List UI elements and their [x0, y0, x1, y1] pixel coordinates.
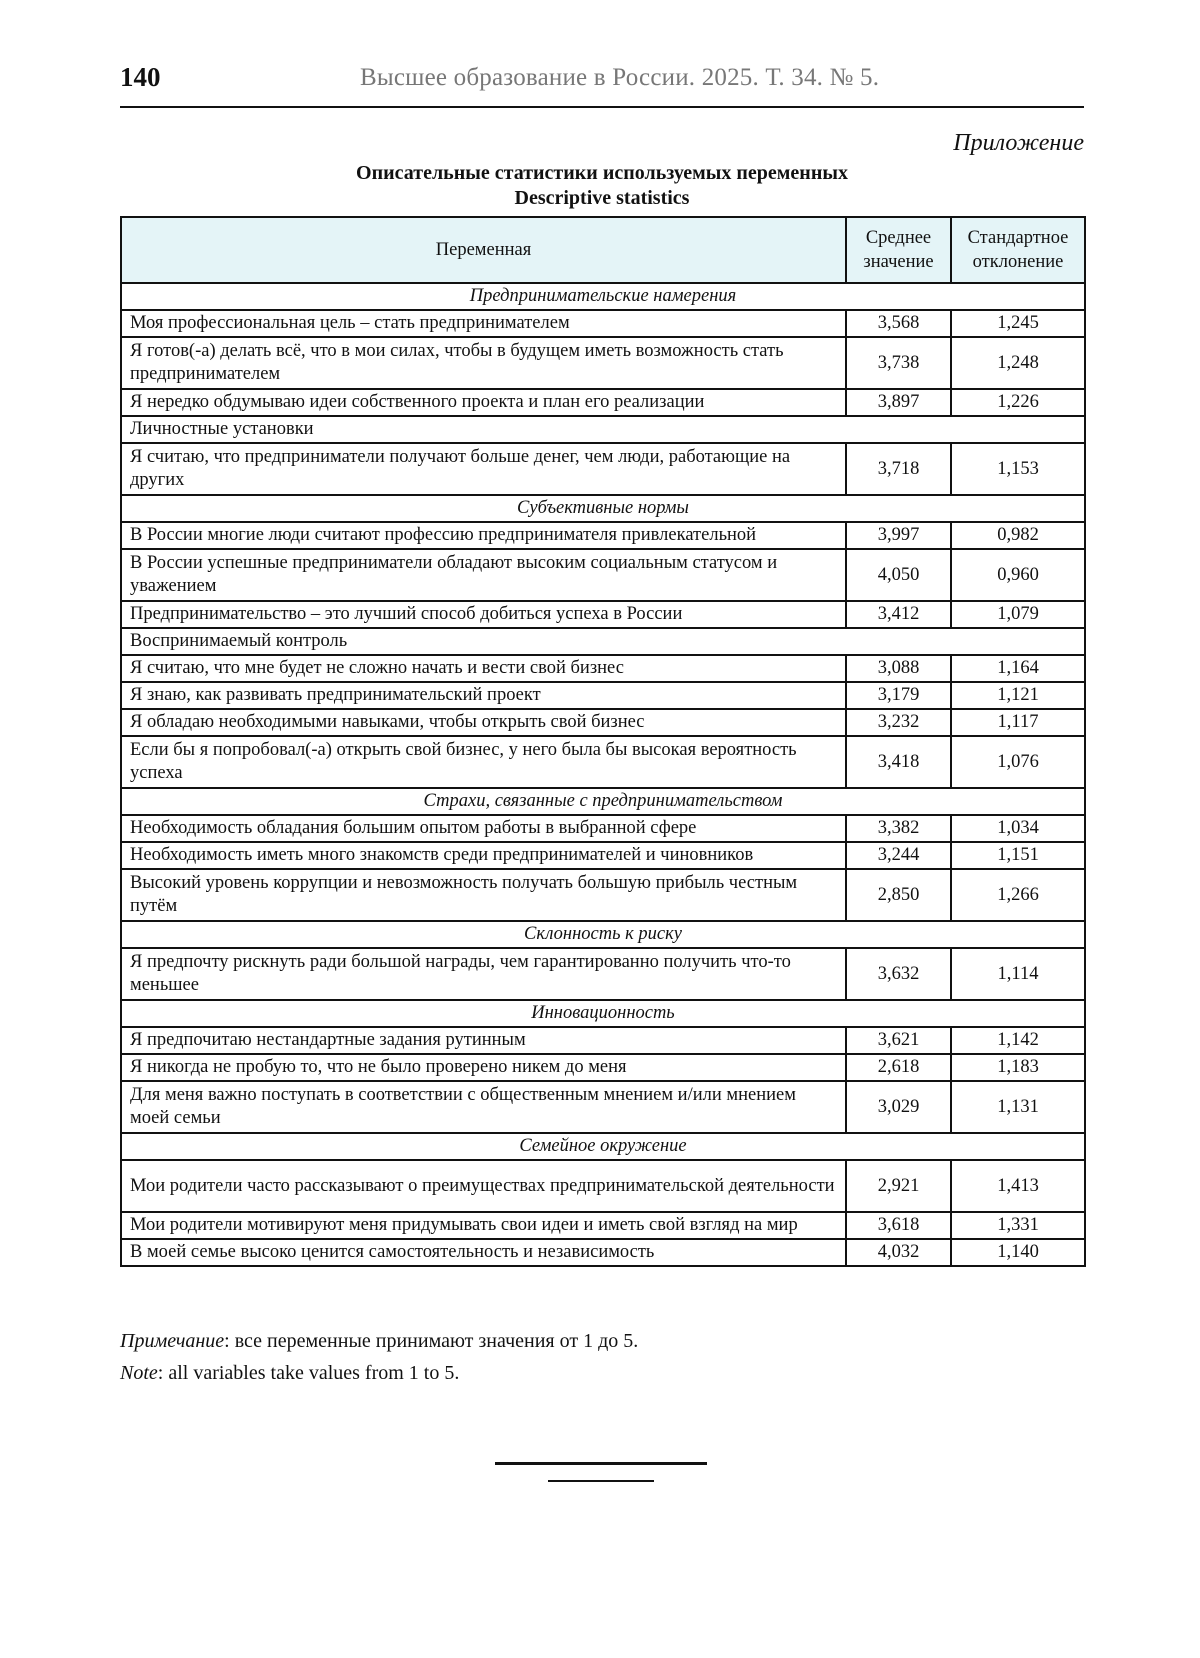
section-title: Субъективные нормы [121, 495, 1085, 522]
mean-cell: 3,618 [846, 1212, 951, 1239]
table-row [121, 549, 1085, 601]
section-row [121, 788, 1085, 815]
variable-cell: Мои родители мотивируют меня придумывать свои идеи и иметь свой взгляд на мир [121, 1212, 846, 1239]
column-header-variable: Переменная [121, 217, 846, 283]
section-title: Страхи, связанные с предпринимательством [121, 788, 1085, 815]
table-row [121, 682, 1085, 709]
variable-cell: Предпринимательство – это лучший способ добиться успеха в России [121, 601, 846, 628]
section-row [121, 416, 1085, 443]
section-title: Личностные установки [121, 416, 1085, 443]
section-title: Предпринимательские намерения [121, 283, 1085, 310]
mean-cell: 2,850 [846, 869, 951, 921]
variable-cell: Я предпочитаю нестандартные задания рутинным [121, 1027, 846, 1054]
column-header-mean-line-2: значение [863, 252, 934, 272]
page-number: 140 [120, 62, 161, 92]
variable-cell: Я считаю, что предприниматели получают больше денег, чем люди, работающие на других [121, 443, 846, 495]
sd-cell: 1,117 [951, 709, 1085, 736]
mean-cell: 3,621 [846, 1027, 951, 1054]
note-en [120, 1362, 459, 1385]
mean-cell: 3,088 [846, 655, 951, 682]
section-row [121, 283, 1085, 310]
sd-cell: 1,164 [951, 655, 1085, 682]
sd-cell: 1,248 [951, 337, 1085, 389]
mean-cell: 3,232 [846, 709, 951, 736]
column-header-sd-line-2: отклонение [972, 252, 1064, 272]
column-header-sd [951, 217, 1085, 283]
table-header-row [121, 217, 1085, 283]
mean-cell: 3,997 [846, 522, 951, 549]
table-row [121, 1081, 1085, 1133]
table-row [121, 1212, 1085, 1239]
variable-cell: Я никогда не пробую то, что не было проверено никем до меня [121, 1054, 846, 1081]
variable-cell: Моя профессиональная цель – стать предпринимателем [121, 310, 846, 337]
sd-cell: 1,331 [951, 1212, 1085, 1239]
note-ru [120, 1330, 638, 1353]
section-title: Инновационность [121, 1000, 1085, 1027]
note-en-label: Note [120, 1362, 158, 1384]
section-row [121, 495, 1085, 522]
variable-cell: Для меня важно поступать в соответствии с общественным мнением и/или мнением моей семьи [121, 1081, 846, 1133]
variable-cell: Я обладаю необходимыми навыками, чтобы открыть свой бизнес [121, 709, 846, 736]
table-caption-ru: Описательные статистики используемых переменных [356, 162, 848, 184]
section-title: Воспринимаемый контроль [121, 628, 1085, 655]
mean-cell: 3,632 [846, 948, 951, 1000]
variable-cell: Мои родители часто рассказывают о преимуществах предпринимательской деятельности [121, 1160, 846, 1212]
variable-cell: Я предпочту рискнуть ради большой награды, чем гарантированно получить что-то меньшее [121, 948, 846, 1000]
section-row [121, 628, 1085, 655]
variable-cell: Я знаю, как развивать предпринимательский проект [121, 682, 846, 709]
sd-cell: 0,960 [951, 549, 1085, 601]
mean-cell: 2,618 [846, 1054, 951, 1081]
sd-cell: 1,153 [951, 443, 1085, 495]
table-row [121, 310, 1085, 337]
table-row [121, 815, 1085, 842]
mean-cell: 3,382 [846, 815, 951, 842]
sd-cell: 1,183 [951, 1054, 1085, 1081]
table-row [121, 842, 1085, 869]
mean-cell: 3,418 [846, 736, 951, 788]
mean-cell: 3,897 [846, 389, 951, 416]
table-row [121, 655, 1085, 682]
column-header-mean [846, 217, 951, 283]
variable-cell: Необходимость обладания большим опытом работы в выбранной сфере [121, 815, 846, 842]
mean-cell: 4,032 [846, 1239, 951, 1266]
sd-cell: 1,076 [951, 736, 1085, 788]
section-row [121, 1133, 1085, 1160]
table-row [121, 601, 1085, 628]
sd-cell: 0,982 [951, 522, 1085, 549]
table-row [121, 1054, 1085, 1081]
table-row [121, 948, 1085, 1000]
page-header [120, 62, 1084, 108]
variable-cell: Я готов(-а) делать всё, что в мои силах, чтобы в будущем иметь возможность стать предпринимателем [121, 337, 846, 389]
sd-cell: 1,034 [951, 815, 1085, 842]
sd-cell: 1,114 [951, 948, 1085, 1000]
sd-cell: 1,245 [951, 310, 1085, 337]
mean-cell: 4,050 [846, 549, 951, 601]
section-title: Семейное окружение [121, 1133, 1085, 1160]
variable-cell: В России многие люди считают профессию предпринимателя привлекательной [121, 522, 846, 549]
end-rule-short [548, 1480, 654, 1482]
variable-cell: В России успешные предприниматели обладают высоким социальным статусом и уважением [121, 549, 846, 601]
mean-cell: 3,718 [846, 443, 951, 495]
variable-cell: Необходимость иметь много знакомств среди предпринимателей и чиновников [121, 842, 846, 869]
running-head: Высшее образование в России. 2025. Т. 34. № 5. [360, 64, 880, 91]
variable-cell: Высокий уровень коррупции и невозможность получать большую прибыль честным путём [121, 869, 846, 921]
sd-cell: 1,131 [951, 1081, 1085, 1133]
sd-cell: 1,266 [951, 869, 1085, 921]
mean-cell: 3,244 [846, 842, 951, 869]
mean-cell: 3,738 [846, 337, 951, 389]
note-ru-text: : все переменные принимают значения от 1 до 5. [224, 1330, 639, 1352]
sd-cell: 1,121 [951, 682, 1085, 709]
variable-cell: Я нередко обдумываю идеи собственного проекта и план его реализации [121, 389, 846, 416]
appendix-label: Приложение [953, 130, 1084, 156]
table-body [121, 283, 1085, 1266]
table-row [121, 1160, 1085, 1212]
mean-cell: 3,029 [846, 1081, 951, 1133]
table-row [121, 522, 1085, 549]
sd-cell: 1,140 [951, 1239, 1085, 1266]
note-ru-label: Примечание [120, 1330, 225, 1352]
table-caption-en: Descriptive statistics [514, 187, 690, 209]
table-row [121, 709, 1085, 736]
variable-cell: Если бы я попробовал(-а) открыть свой бизнес, у него была бы высокая вероятность успеха [121, 736, 846, 788]
sd-cell: 1,413 [951, 1160, 1085, 1212]
table-row [121, 337, 1085, 389]
variable-cell: В моей семье высоко ценится самостоятельность и независимость [121, 1239, 846, 1266]
table-row [121, 1027, 1085, 1054]
end-rule-long [495, 1462, 707, 1465]
note-en-text: : all variables take values from 1 to 5. [157, 1362, 460, 1384]
section-row [121, 1000, 1085, 1027]
table-row [121, 389, 1085, 416]
column-header-sd-line-1: Стандартное [967, 228, 1069, 248]
sd-cell: 1,151 [951, 842, 1085, 869]
sd-cell: 1,226 [951, 389, 1085, 416]
section-row [121, 921, 1085, 948]
mean-cell: 2,921 [846, 1160, 951, 1212]
table-row [121, 1239, 1085, 1266]
sd-cell: 1,079 [951, 601, 1085, 628]
mean-cell: 3,412 [846, 601, 951, 628]
table-row [121, 869, 1085, 921]
sd-cell: 1,142 [951, 1027, 1085, 1054]
descriptive-statistics-table [120, 216, 1086, 1267]
table-row [121, 736, 1085, 788]
column-header-mean-line-1: Среднее [865, 228, 932, 248]
section-title: Склонность к риску [121, 921, 1085, 948]
mean-cell: 3,179 [846, 682, 951, 709]
variable-cell: Я считаю, что мне будет не сложно начать и вести свой бизнес [121, 655, 846, 682]
mean-cell: 3,568 [846, 310, 951, 337]
table-row [121, 443, 1085, 495]
